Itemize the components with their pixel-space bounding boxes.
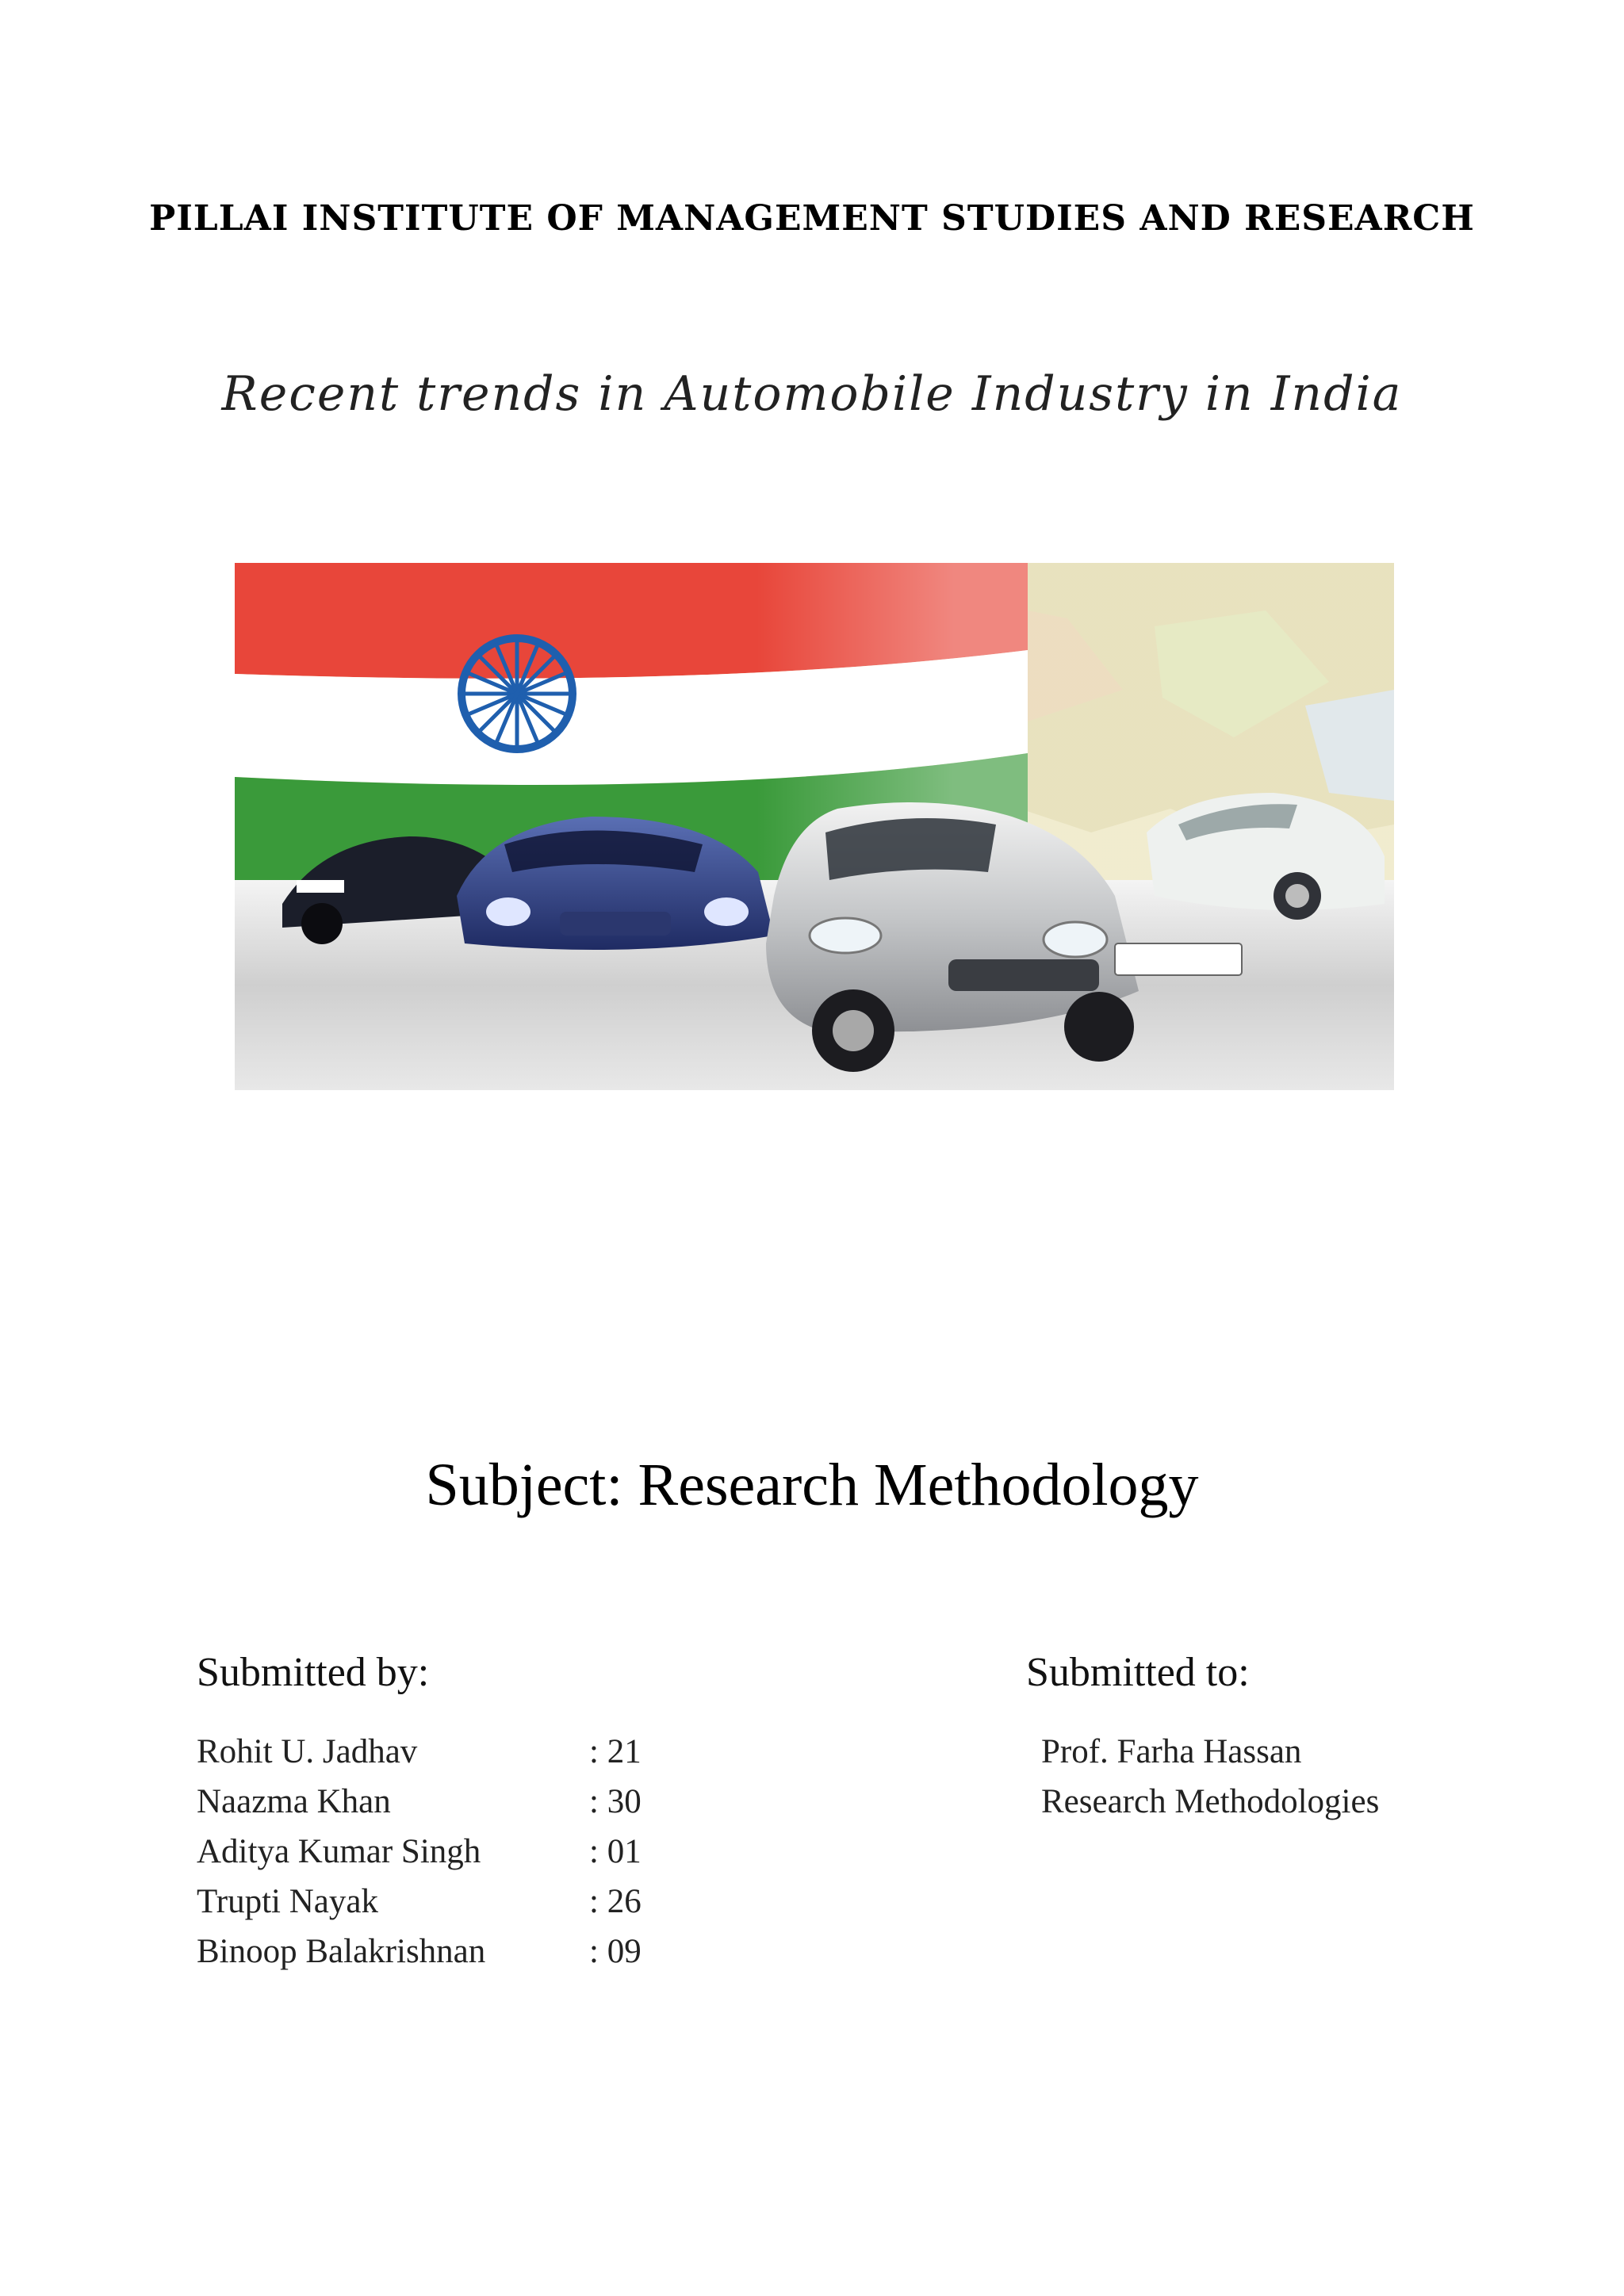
member-name: Aditya Kumar Singh bbox=[197, 1833, 481, 1870]
member-row bbox=[197, 1932, 684, 1982]
recipient-department: Research Methodologies bbox=[1041, 1783, 1380, 1820]
member-name: Trupti Nayak bbox=[197, 1883, 378, 1920]
member-name: Binoop Balakrishnan bbox=[197, 1933, 486, 1970]
member-roll-number: : 01 bbox=[589, 1833, 642, 1870]
member-list bbox=[197, 1732, 684, 1982]
recipient-name: Prof. Farha Hassan bbox=[1041, 1733, 1302, 1770]
recipient-block bbox=[1041, 1732, 1379, 1832]
member-roll-number: : 30 bbox=[589, 1783, 642, 1820]
member-row bbox=[197, 1832, 684, 1882]
member-roll-number: : 21 bbox=[589, 1733, 642, 1770]
member-roll-number: : 26 bbox=[589, 1883, 642, 1920]
subject-heading: Subject: Research Methodology bbox=[425, 1452, 1199, 1518]
member-row bbox=[197, 1782, 684, 1832]
institution-name: PILLAI INSTITUTE OF MANAGEMENT STUDIES AND RESEARCH bbox=[149, 198, 1475, 239]
member-row bbox=[197, 1732, 684, 1782]
report-title: Recent trends in Automobile Industry in India bbox=[221, 366, 1403, 422]
member-name: Naazma Khan bbox=[197, 1783, 391, 1820]
member-name: Rohit U. Jadhav bbox=[197, 1733, 418, 1770]
member-roll-number: : 09 bbox=[589, 1933, 642, 1970]
member-row bbox=[197, 1882, 684, 1932]
submitted-by-heading: Submitted by: bbox=[197, 1650, 430, 1695]
submitted-to-heading: Submitted to: bbox=[1026, 1650, 1250, 1695]
cover-image bbox=[235, 563, 1394, 1090]
